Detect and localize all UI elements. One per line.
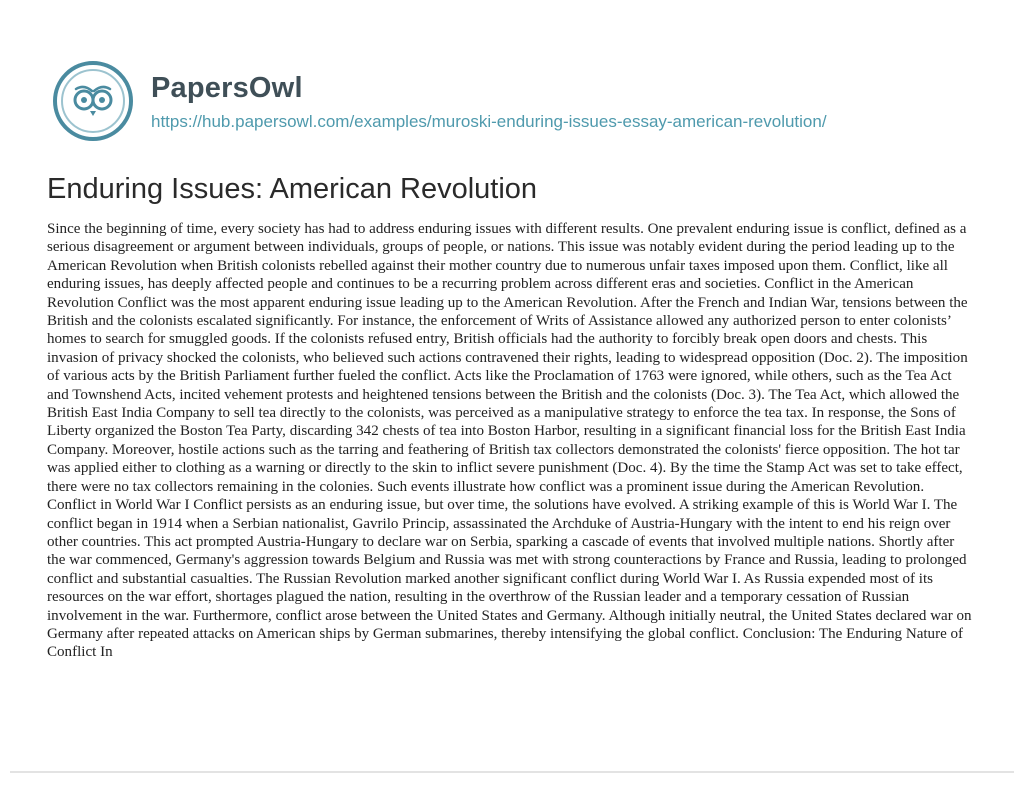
brand-text	[151, 71, 827, 132]
essay-body: Since the beginning of time, every society has had to address enduring issues with different results. One prevalent enduring issue is conflict, defined as a serious disagreement or argument between individuals, groups of people, or nations. This issue was notably evident during the period leading up to the American Revolution when British colonists rebelled against their mother country due to numerous unfair taxes imposed upon them. Conflict, like all enduring issues, has deeply affected people and continues to be a recurring problem across different eras and societies. Conflict in the American Revolution Conflict was the most apparent enduring issue leading up to the American Revolution. After the French and Indian War, tensions between the British and the colonists escalated significantly. For instance, the enforcement of Writs of Assistance allowed any authorized person to enter colonists’ homes to search for smuggled goods. If the colonists refused entry, British officials had the authority to forcibly break open doors and chests. This invasion of privacy shocked the colonists, who believed such actions contravened their rights, leading to widespread opposition (Doc. 2). The imposition of various acts by the British Parliament further fueled the conflict. Acts like the Proclamation of 1763 were ignored, while others, such as the Tea Act and Townshend Acts, incited vehement protests and heightened tensions between the British and the colonists (Doc. 3). The Tea Act, which allowed the British East India Company to sell tea directly to the colonists, was perceived as a manipulative strategy to enforce the tea tax. In response, the Sons of Liberty organized the Boston Tea Party, discarding 342 chests of tea into Boston Harbor, resulting in a significant financial loss for the British East India Company. Moreover, hostile actions such as the tarring and feathering of British tax collectors demonstrated the colonists' fierce opposition. The hot tar was applied either to clothing as a warning or directly to the skin to inflict severe punishment (Doc. 4). By the time the Stamp Act was set to take effect, there were no tax collectors remaining in the colonies. Such events illustrate how conflict was a prominent issue during the American Revolution. Conflict in World War I Conflict persists as an enduring issue, but over time, the solutions have evolved. A striking example of this is World War I. The conflict began in 1914 when a Serbian nationalist, Gavrilo Princip, assassinated the Archduke of Austria-Hungary with the intent to end his reign over other countries. This act prompted Austria-Hungary to declare war on Serbia, sparking a cascade of events that involved multiple nations. Shortly after the war commenced, Germany's aggression towards Belgium and Russia was met with strong counteractions by France and Russia, leading to prolonged conflict and substantial casualties. The Russian Revolution marked another significant conflict during World War I. As Russia expended most of its resources on the war effort, shortages plagued the nation, resulting in the overthrow of the Russian leader and a temporary cessation of Russian involvement in the war. Furthermore, conflict arose between the United States and Germany. Although initially neutral, the United States declared war on Germany after repeated attacks on American ships by German submarines, thereby intensifying the global conflict. Conclusion: The Enduring Nature of Conflict In	[47, 221, 972, 661]
source-url-link[interactable]: https://hub.papersowl.com/examples/muroski-enduring-issues-essay-american-revolution/	[151, 111, 827, 131]
brand-header	[50, 58, 827, 144]
divider	[10, 771, 1014, 773]
brand-name[interactable]: PapersOwl	[151, 71, 303, 104]
page-title: Enduring Issues: American Revolution	[47, 173, 538, 205]
owl-icon[interactable]	[50, 58, 136, 144]
